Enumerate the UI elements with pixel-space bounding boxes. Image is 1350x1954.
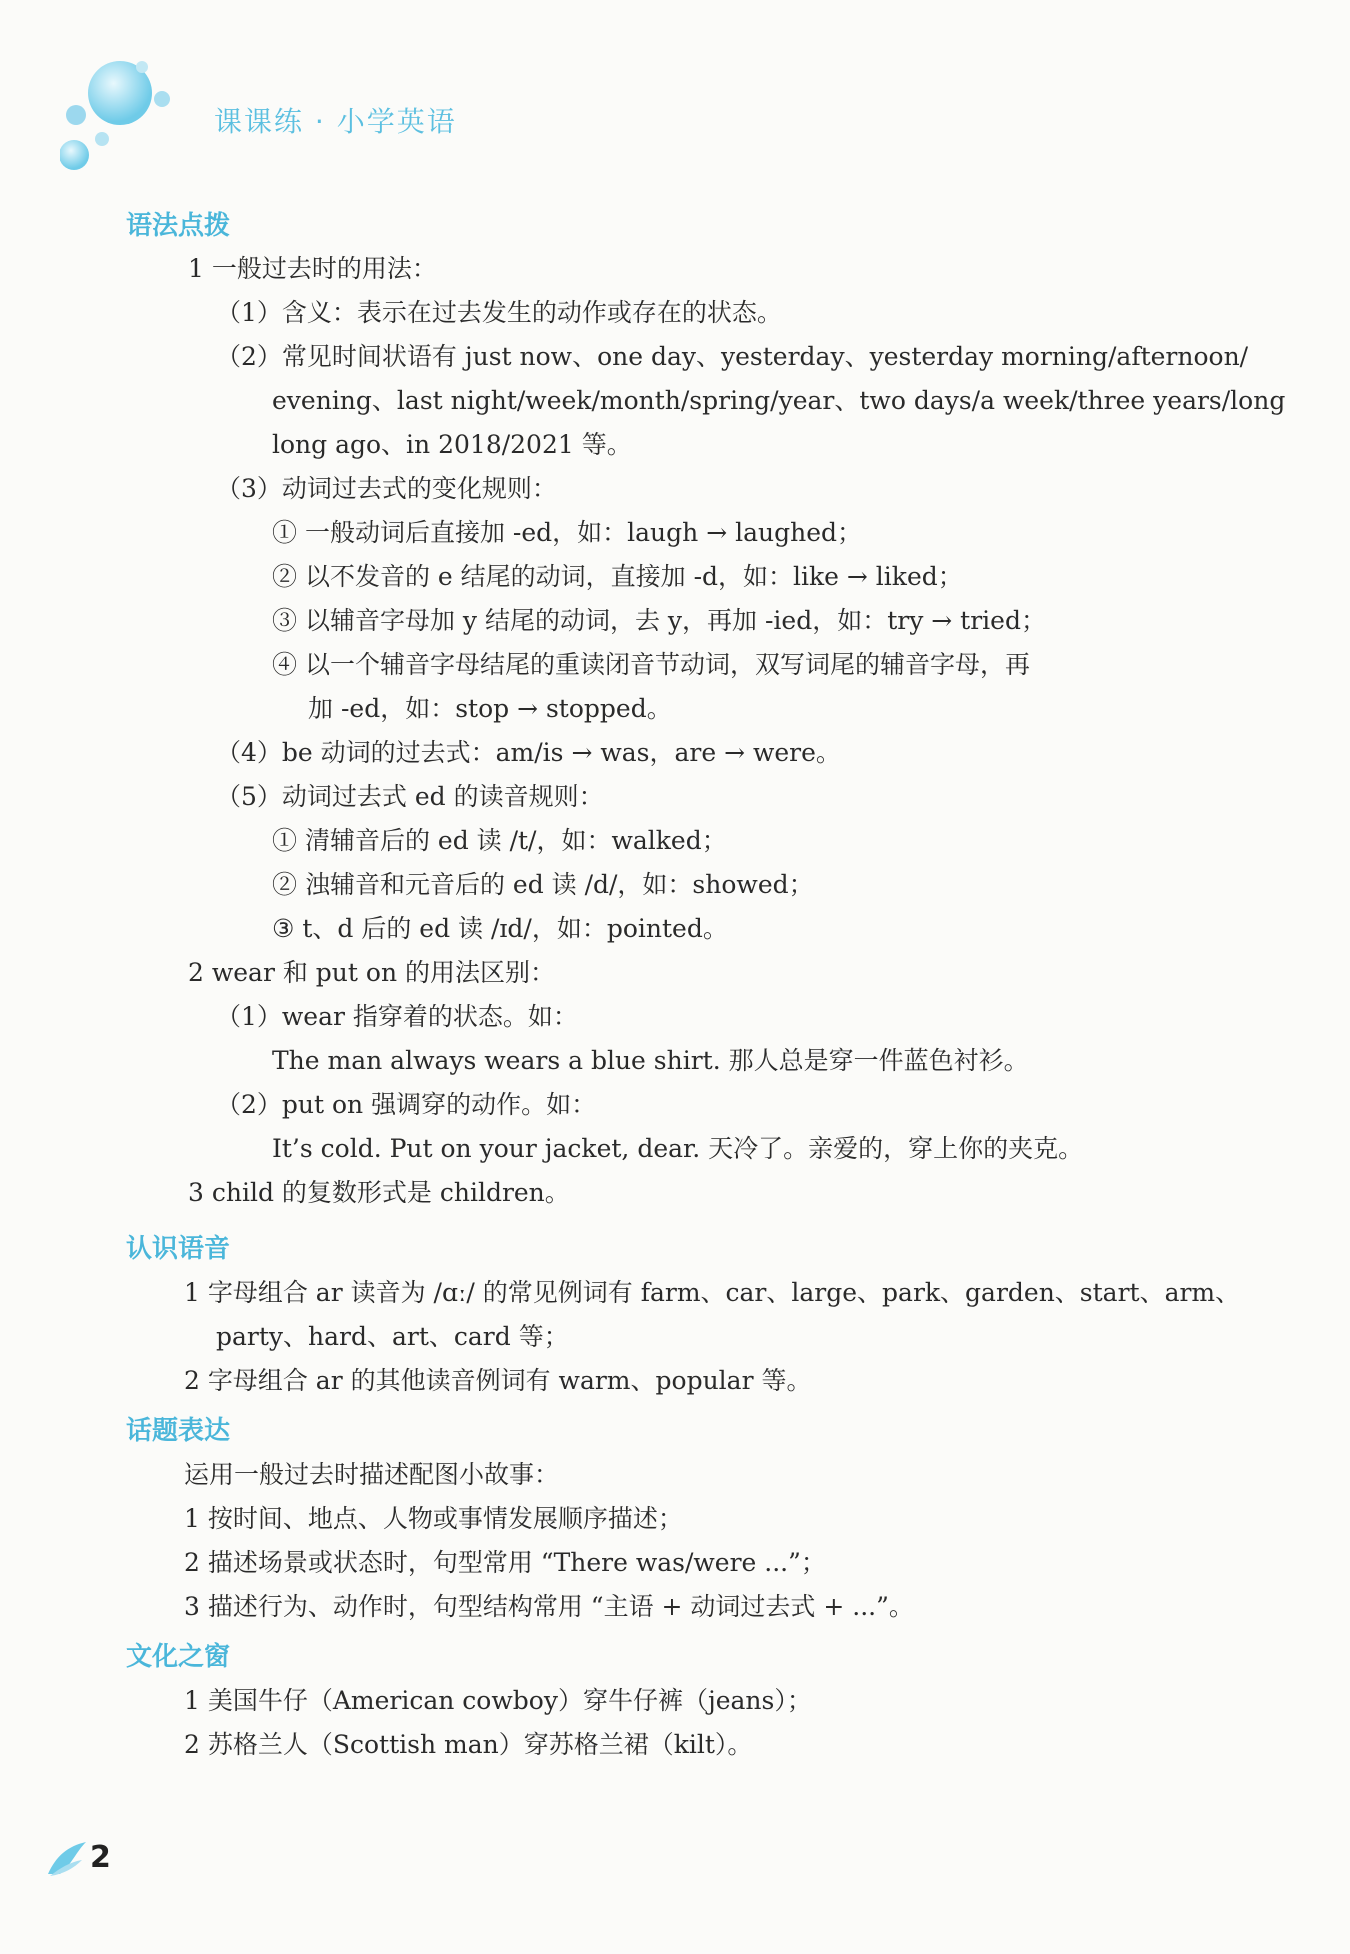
list-item: 加 -ed，如：stop → stopped。 [308, 694, 672, 723]
list-item: evening、last night/week/month/spring/year、two days/a week/three years/long [272, 386, 1286, 415]
list-item: （1）wear 指穿着的状态。如： [216, 1002, 578, 1031]
list-item: ④ 以一个辅音字母结尾的重读闭音节动词，双写词尾的辅音字母，再 [272, 650, 1030, 679]
list-item: party、hard、art、card 等； [216, 1322, 569, 1351]
list-item: 2 描述场景或状态时，句型常用 “There was/were ...”； [184, 1548, 826, 1577]
list-item: （2）put on 强调穿的动作。如： [216, 1090, 597, 1119]
list-item: （4）be 动词的过去式：am/is → was，are → were。 [216, 738, 841, 767]
list-item: 运用一般过去时描述配图小故事： [184, 1460, 560, 1489]
list-item: 2 wear 和 put on 的用法区别： [188, 958, 555, 987]
list-item: 1 按时间、地点、人物或事情发展顺序描述； [184, 1504, 683, 1533]
list-item: ② 以不发音的 e 结尾的动词，直接加 -d，如：like → liked； [272, 562, 963, 591]
list-item: 3 child 的复数形式是 children。 [188, 1178, 570, 1207]
list-item: 3 描述行为、动作时，句型结构常用 “主语 + 动词过去式 + ...”。 [184, 1592, 914, 1621]
page-number: 2 [90, 1840, 111, 1875]
list-item: ③ 以辅音字母加 y 结尾的动词，去 y，再加 -ied，如：try → tried； [272, 606, 1046, 635]
list-item: ② 浊辅音和元音后的 ed 读 /d/，如：showed； [272, 870, 814, 899]
example-sentence: It’s cold. Put on your jacket, dear. 天冷了。亲爱的，穿上你的夹克。 [272, 1134, 1084, 1163]
list-item: 1 美国牛仔（American cowboy）穿牛仔裤（jeans）； [184, 1686, 812, 1715]
list-item: 2 字母组合 ar 的其他读音例词有 warm、popular 等。 [184, 1366, 812, 1395]
example-sentence: The man always wears a blue shirt. 那人总是穿一件蓝色衬衫。 [272, 1046, 1029, 1075]
leaf-icon [46, 1838, 90, 1878]
list-item: （5）动词过去式 ed 的读音规则： [216, 782, 604, 811]
list-item: （2）常见时间状语有 just now、one day、yesterday、yesterday morning/afternoon/ [216, 342, 1249, 371]
list-item: long ago、in 2018/2021 等。 [272, 430, 632, 459]
list-item: （1）含义：表示在过去发生的动作或存在的状态。 [216, 298, 782, 327]
section-heading-phonics: 认识语音 [126, 1234, 231, 1264]
section-heading-topic: 话题表达 [126, 1416, 231, 1446]
list-item: ① 一般动词后直接加 -ed，如：laugh → laughed； [272, 518, 862, 547]
list-item: 2 苏格兰人（Scottish man）穿苏格兰裙（kilt）。 [184, 1730, 753, 1759]
list-item: ③ t、d 后的 ed 读 /ɪd/，如：pointed。 [272, 914, 728, 943]
list-item: 1 一般过去时的用法： [188, 254, 437, 283]
list-item: ① 清辅音后的 ed 读 /t/，如：walked； [272, 826, 727, 855]
list-item: 1 字母组合 ar 读音为 /ɑː/ 的常见例词有 farm、car、large、park、garden、start、arm、 [184, 1278, 1241, 1307]
list-item: （3）动词过去式的变化规则： [216, 474, 557, 503]
book-title: 课课练 · 小学英语 [214, 105, 457, 138]
section-heading-grammar: 语法点拨 [126, 211, 231, 241]
section-heading-culture: 文化之窗 [126, 1642, 231, 1672]
bubble-decoration-icon [60, 55, 190, 175]
